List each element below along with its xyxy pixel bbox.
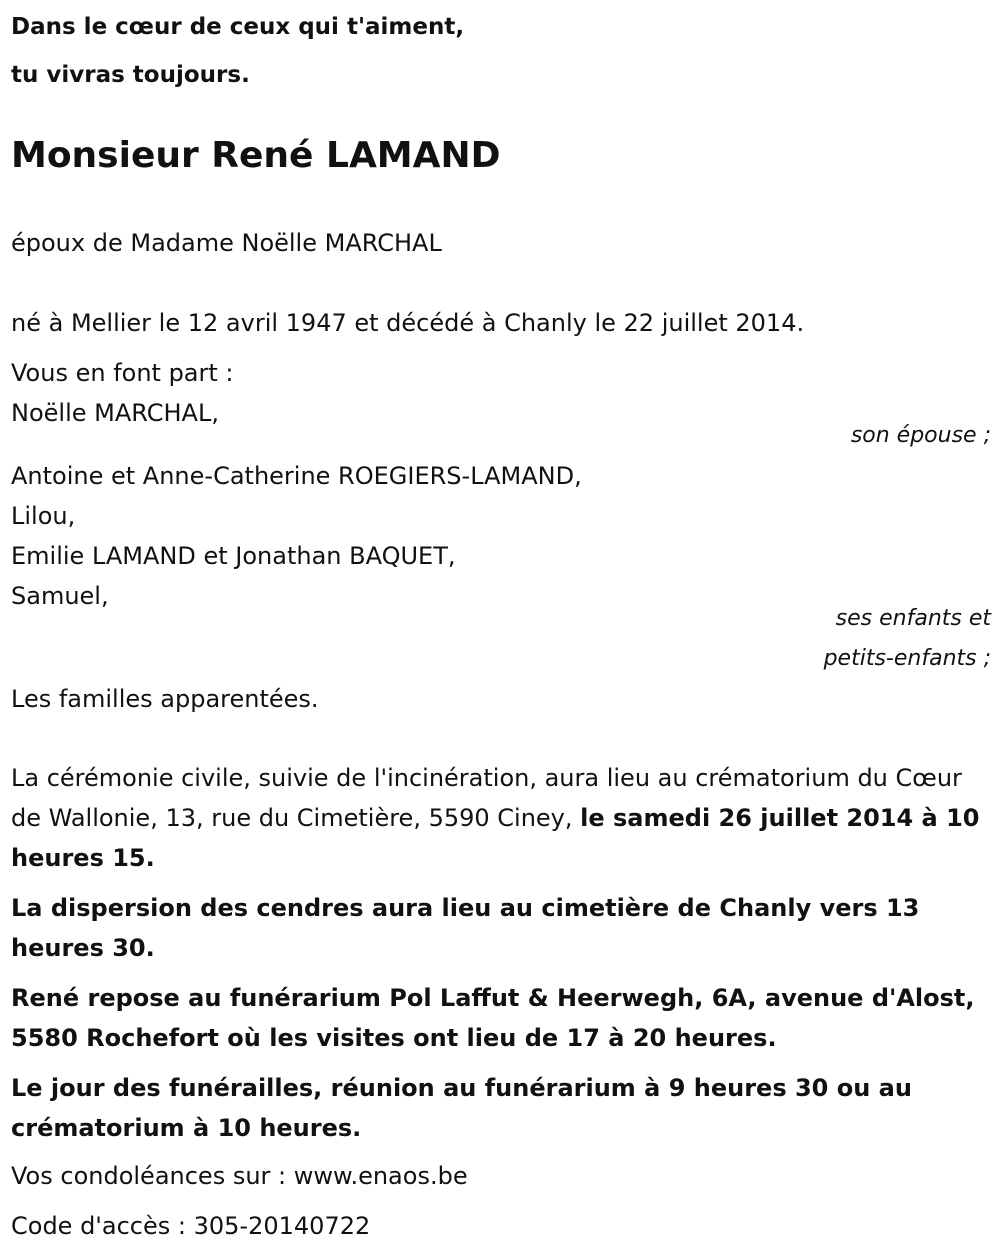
epitaph-line-2: tu vivras toujours. bbox=[11, 62, 250, 88]
access-code-line bbox=[11, 1211, 370, 1241]
spouse-role: son épouse ; bbox=[850, 423, 991, 448]
announcers-intro: Vous en font part : bbox=[11, 359, 234, 387]
birth-death-line: né à Mellier le 12 avril 1947 et décédé à Chanly le 22 juillet 2014. bbox=[11, 309, 805, 337]
child-announcer: Emilie LAMAND et Jonathan BAQUET, bbox=[11, 542, 456, 570]
epitaph-line-1: Dans le cœur de ceux qui t'aiment, bbox=[11, 14, 465, 40]
spouse-announcer: Noëlle MARCHAL, bbox=[11, 399, 219, 427]
access-code-value: 305-20140722 bbox=[193, 1212, 371, 1240]
child-announcer: Lilou, bbox=[11, 502, 76, 530]
child-announcer: Samuel, bbox=[11, 582, 109, 610]
visitation-paragraph: René repose au funérarium Pol Laffut & Heerwegh, 6A, avenue d'Alost, 5580 Rochefort où les visites ont lieu de 17 à 20 heures. bbox=[11, 984, 975, 1052]
ceremony-paragraph bbox=[11, 758, 991, 878]
deceased-name: Monsieur René LAMAND bbox=[11, 135, 501, 176]
condolences-label: Vos condoléances sur : bbox=[11, 1162, 287, 1190]
ceremony-text: La cérémonie civile, suivie de l'incinération, aura lieu au crématorium du Cœur de Wallonie, 13, rue du Cimetière, 5590 Ciney, bbox=[11, 764, 962, 832]
spouse-line: époux de Madame Noëlle MARCHAL bbox=[11, 229, 442, 257]
child-announcer: Antoine et Anne-Catherine ROEGIERS-LAMAND, bbox=[11, 462, 582, 490]
condolences-line bbox=[11, 1161, 468, 1191]
access-code-label: Code d'accès : bbox=[11, 1212, 186, 1240]
related-families: Les familles apparentées. bbox=[11, 685, 319, 713]
funeral-day-paragraph: Le jour des funérailles, réunion au funérarium à 9 heures 30 ou au crématorium à 10 heures. bbox=[11, 1074, 912, 1142]
condolences-url[interactable]: www.enaos.be bbox=[293, 1162, 468, 1190]
children-role-line-1: ses enfants et bbox=[835, 606, 991, 631]
ceremony-date-time: le samedi 26 juillet 2014 à 10 heures 15. bbox=[11, 804, 980, 872]
dispersion-paragraph: La dispersion des cendres aura lieu au cimetière de Chanly vers 13 heures 30. bbox=[11, 894, 920, 962]
children-role-line-2: petits-enfants ; bbox=[823, 646, 991, 671]
